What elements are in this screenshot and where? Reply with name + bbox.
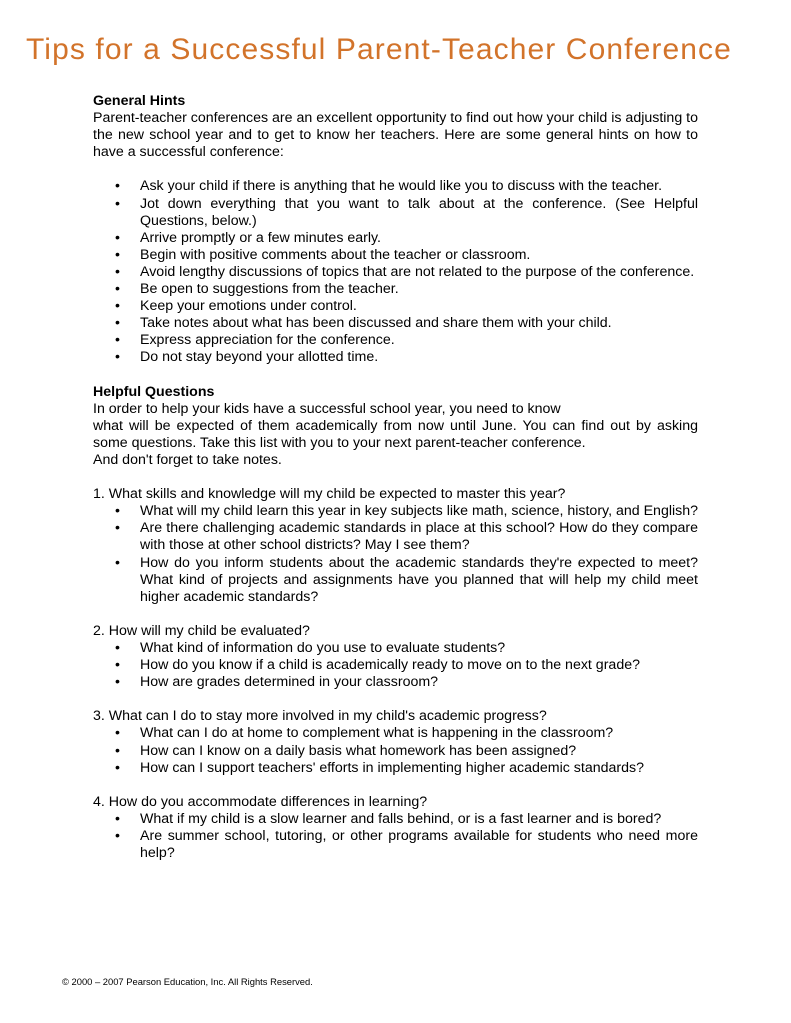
bullet-icon: • bbox=[115, 520, 120, 537]
general-hints-section bbox=[93, 93, 698, 367]
bullet-icon: • bbox=[115, 759, 120, 776]
list-item: • Be open to suggestions from the teacher. bbox=[115, 281, 399, 298]
bullet-icon: • bbox=[115, 332, 120, 349]
question-items bbox=[93, 725, 698, 776]
question-title: 3. What can I do to stay more involved in my child's academic progress? bbox=[93, 708, 547, 725]
bullet-icon: • bbox=[115, 246, 120, 263]
bullet-icon: • bbox=[115, 281, 120, 298]
bullet-icon: • bbox=[115, 657, 120, 674]
question-items bbox=[93, 811, 698, 862]
question-group bbox=[93, 794, 698, 862]
list-item: • How can I know on a daily basis what homework has been assigned? bbox=[115, 742, 577, 759]
question-title: 4. How do you accommodate differences in learning? bbox=[93, 793, 428, 810]
helpful-questions-intro: what will be expected of them academically from now until June. You can find out by asking some questions. Take this list with you to your next parent-teacher conference. bbox=[93, 417, 698, 451]
question-title: 2. How will my child be evaluated? bbox=[93, 622, 310, 639]
helpful-questions-intro-first-line: In order to help your kids have a successful school year, you need to know bbox=[93, 400, 561, 417]
bullet-icon: • bbox=[115, 229, 120, 246]
bullet-icon: • bbox=[115, 810, 120, 827]
bullet-icon: • bbox=[115, 503, 120, 520]
list-item: • How do you know if a child is academically ready to move on to the next grade? bbox=[115, 657, 640, 674]
helpful-questions-intro-last-line: And don't forget to take notes. bbox=[93, 451, 282, 468]
list-item: • Do not stay beyond your allotted time. bbox=[115, 349, 379, 366]
bullet-icon: • bbox=[115, 674, 120, 691]
question-items bbox=[93, 503, 698, 606]
bullet-icon: • bbox=[115, 349, 120, 366]
list-item: • Jot down everything that you want to talk about at the conference. (See Helpful Questions, below.) bbox=[115, 195, 698, 229]
question-group bbox=[93, 486, 698, 606]
page-title: Tips for a Successful Parent-Teacher Conference bbox=[26, 33, 732, 66]
list-item: • Express appreciation for the conference. bbox=[115, 332, 395, 349]
helpful-questions-heading: Helpful Questions bbox=[93, 383, 215, 400]
bullet-icon: • bbox=[115, 315, 120, 332]
list-item: • Ask your child if there is anything that he would like you to discuss with the teacher. bbox=[115, 178, 663, 195]
list-item: • What can I do at home to complement what is happening in the classroom? bbox=[115, 725, 614, 742]
bullet-icon: • bbox=[115, 640, 120, 656]
question-group bbox=[93, 623, 698, 691]
list-item: • Avoid lengthy discussions of topics that are not related to the purpose of the conference. bbox=[115, 263, 695, 280]
question-items bbox=[93, 640, 698, 691]
helpful-questions-section bbox=[93, 384, 698, 863]
list-item: • What kind of information do you use to evaluate students? bbox=[115, 640, 506, 656]
list-item: • Arrive promptly or a few minutes early. bbox=[115, 229, 381, 246]
question-title: 1. What skills and knowledge will my child be expected to master this year? bbox=[93, 486, 566, 503]
bullet-icon: • bbox=[115, 828, 120, 845]
list-item: • What will my child learn this year in key subjects like math, science, history, and English? bbox=[115, 503, 699, 520]
list-item: • How do you inform students about the academic standards they're expected to meet? What kind of projects and assignments have you planned that will help my child meet higher academic standards? bbox=[115, 554, 698, 605]
general-hints-heading: General Hints bbox=[93, 93, 186, 109]
list-item: • Keep your emotions under control. bbox=[115, 298, 357, 315]
list-item: • What if my child is a slow learner and falls behind, or is a fast learner and is bored? bbox=[115, 810, 662, 827]
list-item: • Begin with positive comments about the teacher or classroom. bbox=[115, 246, 531, 263]
bullet-icon: • bbox=[115, 178, 120, 195]
copyright-footer: © 2000 – 2007 Pearson Education, Inc. All Rights Reserved. bbox=[62, 976, 313, 987]
document-body bbox=[93, 93, 698, 862]
bullet-icon: • bbox=[115, 195, 120, 212]
bullet-icon: • bbox=[115, 554, 120, 571]
bullet-icon: • bbox=[115, 298, 120, 315]
list-item: • How can I support teachers' efforts in implementing higher academic standards? bbox=[115, 759, 645, 776]
general-hints-intro: Parent-teacher conferences are an excellent opportunity to find out how your child is adjusting to the new school year and to get to know her teachers. Here are some general hints on how to have a successful conference: bbox=[93, 110, 698, 161]
list-item: • Take notes about what has been discussed and share them with your child. bbox=[115, 315, 612, 332]
bullet-icon: • bbox=[115, 263, 120, 280]
general-hints-list bbox=[93, 178, 698, 366]
bullet-icon: • bbox=[115, 725, 120, 742]
list-item: • Are summer school, tutoring, or other programs available for students who need more help? bbox=[115, 828, 698, 862]
list-item: • How are grades determined in your classroom? bbox=[115, 674, 439, 691]
question-group bbox=[93, 708, 698, 776]
bullet-icon: • bbox=[115, 742, 120, 759]
list-item: • Are there challenging academic standards in place at this school? How do they compare with those at other school districts? May I see them? bbox=[115, 520, 698, 554]
